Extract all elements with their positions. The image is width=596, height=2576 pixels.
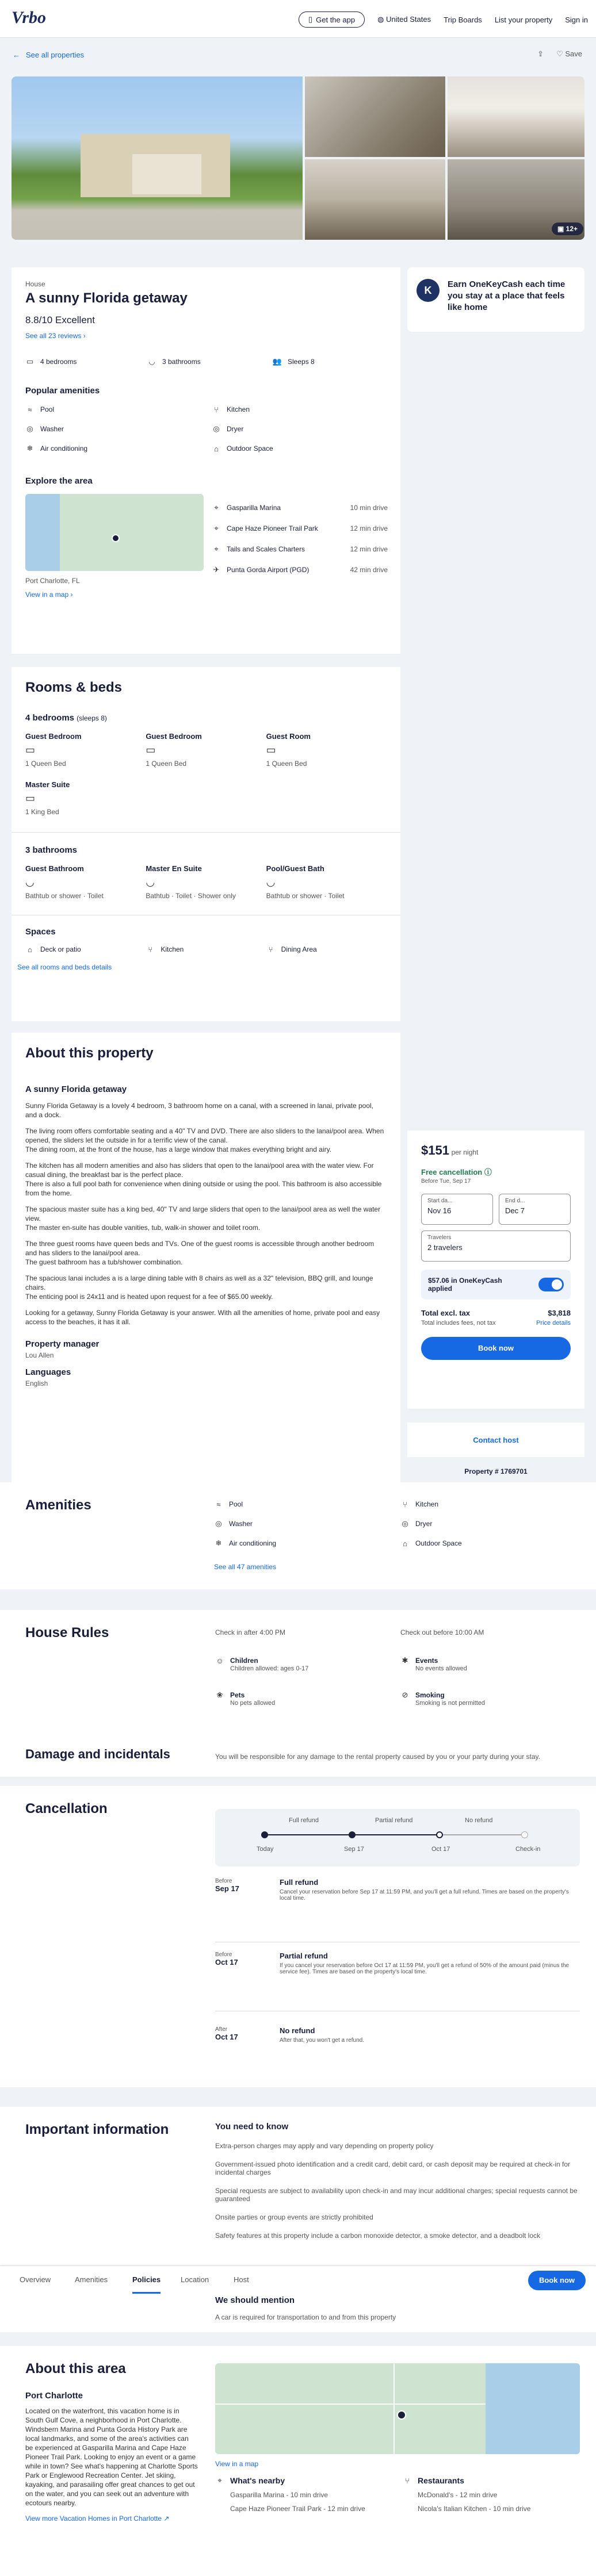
overview-card — [12, 267, 400, 654]
price-details-link[interactable]: Price details — [536, 1320, 571, 1327]
country-label: United States — [386, 15, 431, 24]
info-item: Safety features at this property include a carbon monoxide detector, a smoke detector, and a deadbolt lock — [215, 2232, 541, 2240]
popular-amenities-title: Popular amenities — [25, 386, 100, 396]
amenity-label: Outdoor Space — [415, 1539, 462, 1547]
amenities-title: Amenities — [25, 1497, 91, 1513]
description-paragraph: The spacious lanai includes a is a large dining table with 8 chairs as well as a 32" television, BBQ grill, and lounge chairs. The enticing pool is 24x11 and is heated upon request for a fee of $65.00 weekly. — [25, 1274, 373, 1301]
amenity-label: Pool — [229, 1500, 243, 1508]
end-label: End d... — [505, 1198, 525, 1204]
language: English — [25, 1379, 48, 1387]
info-item: Government-issued photo identification and a credit card, debit card, or cash deposit may be required at check-in for incidental charges — [215, 2160, 570, 2176]
about-title: About this property — [25, 1045, 154, 1061]
amenity-label: Air conditioning — [40, 444, 88, 453]
travelers-value: 2 travelers — [427, 1243, 463, 1252]
bath-desc: Bathtub · Toilet · Shower only — [146, 892, 236, 900]
cancellation-section — [0, 1786, 596, 2087]
view-more-homes-link[interactable] — [25, 2514, 571, 2523]
pets-label: Pets — [230, 1691, 245, 1699]
bed-icon: ▭ — [266, 744, 276, 756]
mention-title: We should mention — [215, 2295, 295, 2305]
smoking-icon: ⊘ — [402, 1690, 408, 1699]
space-label: Dining Area — [281, 945, 317, 953]
external-link-icon: ↗ — [163, 2514, 170, 2523]
property-title: A sunny Florida getaway — [25, 290, 188, 306]
tab-policies[interactable]: Policies — [132, 2275, 161, 2294]
room-name: Guest Room — [266, 732, 311, 741]
total-price: $3,818 — [548, 1309, 571, 1317]
list-property-link[interactable]: List your property — [494, 15, 553, 24]
bed-icon: ▭ — [146, 744, 156, 756]
amenities-section — [0, 1482, 596, 1589]
photo-2[interactable] — [305, 76, 445, 157]
gallery-icon: ▣ — [557, 225, 564, 233]
languages-title: Languages — [25, 1367, 71, 1377]
policy-when: Before — [215, 1952, 232, 1958]
bed-icon: ▭ — [26, 357, 34, 366]
end-date: Dec 7 — [505, 1206, 525, 1215]
place-name: Gasparilla Marina — [227, 504, 281, 512]
restaurant-icon: ⑂ — [405, 2476, 410, 2485]
place-time: 42 min drive — [350, 566, 388, 574]
kitchen-icon: ⑂ — [403, 1500, 407, 1509]
location-icon: ⌖ — [214, 545, 219, 553]
vrbo-logo[interactable]: Vrbo — [12, 8, 47, 27]
timeline-point: Sep 17 — [344, 1846, 364, 1853]
timeline-point: Oct 17 — [431, 1846, 450, 1853]
description-paragraph: The living room offers comfortable seating and a 40" TV and DVD. There are also sliders to the lanai/pool area. When opened, the sliders let the outside in for a terrific view of the canal. The dining room, at the front of the house, has a large window that makes everything bright and airy. — [25, 1127, 384, 1153]
area-title: About this area — [25, 2361, 126, 2376]
photo-4[interactable] — [305, 159, 445, 240]
policy-text: If you cancel your reservation before Oct 17 at 11:59 PM, you'll get a refund of 50% of the amount paid (minus the service fee). Times are based on the property's local time. — [280, 1962, 570, 1975]
bath-name: Master En Suite — [146, 864, 202, 873]
policy-list — [215, 1878, 580, 2044]
cancel-deadline: Before Tue, Sep 17 — [421, 1178, 471, 1184]
important-title: Important information — [25, 2122, 169, 2137]
description-paragraph: The spacious master suite has a king bed, 40" TV and large sliders that open to the lanai/pool area as well the water view. The master en-suite has double vanities, tub, walk-in shower and toilet room. — [25, 1205, 381, 1232]
trip-boards-link[interactable]: Trip Boards — [444, 15, 482, 24]
snowflake-icon: ❄ — [215, 1539, 222, 1547]
outdoor-icon: ⌂ — [214, 444, 219, 453]
policy-date: Sep 17 — [215, 1884, 239, 1893]
area-city: Port Charlotte — [25, 2391, 83, 2401]
restaurant-item: Nicola's Italian Kitchen - 10 min drive — [418, 2505, 531, 2513]
start-date-field[interactable] — [421, 1194, 493, 1225]
place-time: 12 min drive — [350, 524, 388, 532]
smoking-desc: Smoking is not permitted — [415, 1700, 486, 1707]
section-tab-bar — [0, 2266, 596, 2294]
reviews-label: See all 23 reviews — [25, 332, 82, 340]
events-label: Events — [415, 1657, 438, 1665]
damage-section — [0, 1734, 596, 1777]
free-cancellation: Free cancellation — [421, 1168, 483, 1176]
location-icon: ⌖ — [214, 524, 219, 532]
damage-title: Damage and incidentals — [25, 1747, 170, 1761]
tab-amenities[interactable]: Amenities — [75, 2275, 108, 2284]
pool-icon: ≈ — [28, 405, 32, 414]
restaurant-item: McDonald's - 12 min drive — [418, 2491, 498, 2499]
events-icon: ✱ — [402, 1656, 408, 1665]
check-out-time: Check out before 10:00 AM — [400, 1628, 484, 1636]
policy-row — [215, 1878, 580, 1942]
rating: 8.8/10 Excellent — [25, 315, 95, 325]
map-pin-icon — [112, 534, 120, 542]
nearby-title: What's nearby — [230, 2476, 285, 2485]
place-name: Punta Gorda Airport (PGD) — [227, 566, 310, 574]
bathroom-heading: 3 bathrooms — [25, 845, 78, 855]
bath-icon: ◡ — [266, 876, 276, 888]
place-name: Tails and Scales Charters — [227, 545, 305, 553]
save-button[interactable] — [556, 49, 582, 59]
timeline-point: Check-in — [515, 1846, 541, 1853]
policy-row — [215, 1942, 580, 2011]
rooms-beds-card — [12, 667, 400, 1021]
explore-area-title: Explore the area — [25, 476, 93, 486]
bath-icon: ◡ — [148, 357, 155, 366]
description-paragraph: Looking for a getaway, Sunny Florida Getaway is your answer. With all the amenities of home, private pool and easy access to the beaches, it has it all. — [25, 1309, 380, 1326]
location-icon: ⌖ — [214, 503, 219, 512]
policy-when: Before — [215, 1878, 232, 1884]
place-time: 12 min drive — [350, 545, 388, 553]
see-reviews-link[interactable]: See all 23 reviews › — [25, 332, 86, 340]
description-paragraph: The kitchen has all modern amenities and also has sliders that open to the lanai/pool area with the water view. For casual dining, the breakfast bar is the perfect place. There is also a full pool bath for convenience when dining outside or using the pool. This bathroom is also accessible from the home. — [25, 1162, 382, 1197]
view-map-link[interactable]: View in a map › — [25, 591, 73, 599]
amenity-label: Pool — [40, 405, 55, 413]
see-all-rooms-link[interactable]: See all rooms and beds details — [17, 963, 112, 971]
bath-icon: ◡ — [146, 876, 155, 888]
bath-name: Guest Bathroom — [25, 864, 84, 873]
bed-icon: ▭ — [25, 792, 36, 804]
country-selector[interactable] — [377, 15, 431, 24]
onekey-text: Earn OneKeyCash each time you stay at a place that feels like home — [448, 279, 566, 312]
amenity-label: Outdoor Space — [227, 444, 273, 453]
rooms-title: Rooms & beds — [25, 680, 123, 695]
bed-icon: ▭ — [25, 744, 36, 756]
kitchen-icon: ⑂ — [148, 945, 153, 954]
start-date: Nov 16 — [427, 1206, 452, 1215]
children-label: Children — [230, 1657, 258, 1665]
area-map[interactable] — [25, 494, 204, 571]
share-icon[interactable]: ⇪ — [537, 49, 544, 58]
main-photo[interactable] — [12, 76, 303, 240]
property-type: House — [25, 280, 45, 288]
amenity-label: Dryer — [227, 425, 244, 433]
amenity-label: Washer — [229, 1520, 253, 1528]
about-property-card — [12, 1033, 400, 1487]
policy-date: Oct 17 — [215, 2033, 238, 2041]
policy-title: Partial refund — [280, 1952, 328, 1960]
about-area-section — [0, 2346, 596, 2576]
space-label: Deck or patio — [40, 945, 81, 953]
outdoor-icon: ⌂ — [403, 1539, 407, 1548]
photo-5[interactable] — [448, 159, 584, 240]
policy-text: Cancel your reservation before Sep 17 at 11:59 PM, and you'll get a full refund. Times are based on the property's local time. — [280, 1889, 569, 1902]
bed-type: 1 Queen Bed — [266, 760, 307, 768]
start-label: Start da... — [427, 1198, 453, 1204]
bath-desc: Bathtub or shower · Toilet — [266, 892, 345, 900]
book-now-button[interactable]: Book now — [421, 1337, 571, 1360]
property-number: Property # 1769701 — [464, 1467, 528, 1475]
bedrooms-count: 4 bedrooms — [40, 358, 77, 366]
top-navigation — [0, 0, 596, 38]
map-caption: Port Charlotte, FL — [25, 577, 80, 585]
cancellation-title: Cancellation — [25, 1801, 108, 1816]
bed-type: 1 King Bed — [25, 808, 59, 816]
pool-icon: ≈ — [216, 1500, 221, 1509]
restaurants-title: Restaurants — [418, 2476, 464, 2485]
pets-desc: No pets allowed — [230, 1700, 276, 1707]
events-desc: No events allowed — [415, 1665, 467, 1672]
people-icon: 👥 — [272, 357, 282, 366]
nightly-price: $151 — [421, 1143, 449, 1157]
more-photos-badge[interactable] — [552, 223, 583, 235]
contact-host-button[interactable]: Contact host — [407, 1423, 584, 1457]
patio-icon: ⌂ — [28, 945, 32, 954]
sleeps-count: Sleeps 8 — [288, 358, 315, 366]
phone-icon: ▯ — [308, 15, 313, 24]
policy-title: Full refund — [280, 1878, 319, 1887]
location-icon: ⌖ — [217, 2476, 222, 2485]
total-label: Total excl. tax — [421, 1309, 471, 1317]
children-icon: ☺ — [216, 1656, 224, 1665]
timeline-band: No refund — [465, 1817, 493, 1824]
place-name: Cape Haze Pioneer Trail Park — [227, 524, 318, 532]
timeline-point: Today — [257, 1846, 274, 1853]
amenity-label: Kitchen — [227, 405, 250, 413]
washer-icon: ◎ — [26, 424, 33, 433]
area-view-map-link[interactable]: View in a map — [215, 2460, 259, 2468]
get-app-label: Get the app — [316, 15, 356, 24]
area-description: Located on the waterfront, this vacation home is in South Gulf Cove, a neighborhood in Port Charlotte. Windsbern Marina and Punta Gorda History Park are local landmarks, and some of the area's activities can be experienced at Gasparilla Marina and Cape Haze Pioneer Trail Park. Looking to enjoy an event or a game while in town? See what's happening at Charlotte Sports Park or Englewood Recreation Center. Jet skiing, kayaking, and parasailing offer great chances to get out on the water, and you can seek out an adventure with ecotours nearby. — [25, 2407, 198, 2507]
check-in-time: Check in after 4:00 PM — [215, 1628, 286, 1636]
photo-gallery[interactable] — [12, 76, 584, 240]
washer-icon: ◎ — [215, 1519, 222, 1528]
dryer-icon: ◎ — [213, 424, 220, 433]
description-paragraph: Sunny Florida Getaway is a lovely 4 bedroom, 3 bathroom home on a canal, with a screened in lanai, private pool, and a dock. — [25, 1102, 374, 1119]
photo-3[interactable] — [448, 76, 584, 157]
amenity-label: Dryer — [415, 1520, 433, 1528]
per-night: per night — [451, 1148, 479, 1156]
snowflake-icon: ❄ — [26, 444, 33, 453]
bath-desc: Bathtub or shower · Toilet — [25, 892, 104, 900]
policy-row — [215, 2011, 580, 2044]
tab-host[interactable]: Host — [234, 2275, 249, 2284]
tab-location[interactable]: Location — [181, 2275, 209, 2284]
info-item: Special requests are subject to availability upon check-in and may incur additional charges; special requests cannot be guaranteed — [215, 2187, 578, 2203]
info-item: Extra-person charges may apply and vary depending on property policy — [215, 2142, 434, 2150]
get-app-button[interactable] — [299, 12, 365, 28]
info-item: Onsite parties or group events are strictly prohibited — [215, 2213, 373, 2221]
globe-icon: ◍ — [377, 15, 384, 24]
back-to-properties-link[interactable] — [13, 51, 84, 59]
onekey-applied-text: $57.06 in OneKeyCash applied — [428, 1276, 502, 1293]
room-name: Master Suite — [25, 780, 70, 789]
bed-type: 1 Queen Bed — [146, 760, 187, 768]
onekey-badge: K — [417, 279, 440, 302]
place-time: 10 min drive — [350, 504, 388, 512]
airplane-icon: ✈ — [213, 565, 220, 574]
refund-timeline — [215, 1809, 580, 1866]
sleeps-note: (sleeps 8) — [77, 714, 107, 722]
timeline-band: Partial refund — [375, 1817, 413, 1824]
map-pin-icon — [397, 2410, 406, 2420]
amenity-label: Air conditioning — [229, 1539, 277, 1547]
nearby-item: Cape Haze Pioneer Trail Park - 12 min drive — [230, 2505, 365, 2513]
paw-icon: ❀ — [216, 1690, 223, 1699]
save-label: Save — [565, 49, 582, 58]
house-rules-title: House Rules — [25, 1625, 109, 1640]
onekey-banner — [407, 267, 584, 332]
bed-type: 1 Queen Bed — [25, 760, 66, 768]
bedroom-heading: 4 bedrooms — [25, 713, 75, 723]
onekey-apply — [421, 1270, 571, 1300]
dining-icon: ⑂ — [268, 945, 273, 954]
end-date-field[interactable] — [499, 1194, 571, 1225]
manager-title: Property manager — [25, 1339, 100, 1349]
info-icon[interactable]: ⓘ — [484, 1168, 492, 1176]
space-label: Kitchen — [161, 945, 184, 953]
room-name: Guest Bedroom — [25, 732, 82, 741]
policy-when: After — [215, 2026, 228, 2033]
bathrooms-count: 3 bathrooms — [162, 358, 201, 366]
arrow-left-icon: ← — [13, 51, 20, 59]
mention-text: A car is required for transportation to and from this property — [215, 2313, 396, 2321]
travelers-field[interactable] — [421, 1230, 571, 1262]
description-paragraph: The three guest rooms have queen beds and TVs. One of the guest rooms is accessible through another bedroom and has sliders to the lanai/pool area. The guest bathroom has a tub/shower combination. — [25, 1240, 375, 1266]
room-name: Guest Bedroom — [146, 732, 202, 741]
travelers-label: Travelers — [427, 1235, 452, 1241]
onekey-toggle[interactable] — [538, 1278, 564, 1291]
sticky-book-button[interactable]: Book now — [528, 2271, 586, 2290]
smoking-label: Smoking — [415, 1691, 445, 1699]
heart-icon: ♡ — [556, 49, 563, 58]
timeline-band: Full refund — [289, 1817, 319, 1824]
bath-icon: ◡ — [25, 876, 35, 888]
nearby-item: Gasparilla Marina - 10 min drive — [230, 2491, 328, 2499]
dryer-icon: ◎ — [402, 1519, 408, 1528]
booking-widget — [407, 1130, 584, 1409]
photo-count: 12+ — [566, 225, 578, 233]
damage-text: You will be responsible for any damage to the rental property caused by you or your party during your stay. — [215, 1753, 540, 1761]
view-map-label: View in a map — [25, 591, 69, 599]
need-to-know-title: You need to know — [215, 2122, 289, 2132]
bath-name: Pool/Guest Bath — [266, 864, 324, 873]
manager-name: Lou Allen — [25, 1351, 54, 1359]
tab-overview[interactable]: Overview — [20, 2275, 51, 2284]
policy-title: No refund — [280, 2026, 315, 2035]
fees-note: Total includes fees, not tax — [421, 1320, 496, 1327]
policy-text: After that, you won't get a refund. — [280, 2037, 364, 2044]
area-map-large[interactable] — [215, 2363, 580, 2454]
policy-date: Oct 17 — [215, 1958, 238, 1966]
about-subtitle: A sunny Florida getaway — [25, 1084, 127, 1094]
amenity-label: Washer — [40, 425, 64, 433]
children-desc: Children allowed: ages 0-17 — [230, 1665, 309, 1672]
mention-block — [0, 2294, 596, 2332]
back-label: See all properties — [26, 51, 85, 59]
kitchen-icon: ⑂ — [214, 405, 219, 414]
spaces-heading: Spaces — [25, 927, 56, 937]
view-more-label: View more Vacation Homes in Port Charlotte — [25, 2514, 162, 2523]
house-rules-section — [0, 1610, 596, 1736]
sign-in-link[interactable]: Sign in — [565, 15, 588, 24]
see-all-amenities-link[interactable]: See all 47 amenities — [214, 1563, 277, 1571]
amenity-label: Kitchen — [415, 1500, 439, 1508]
